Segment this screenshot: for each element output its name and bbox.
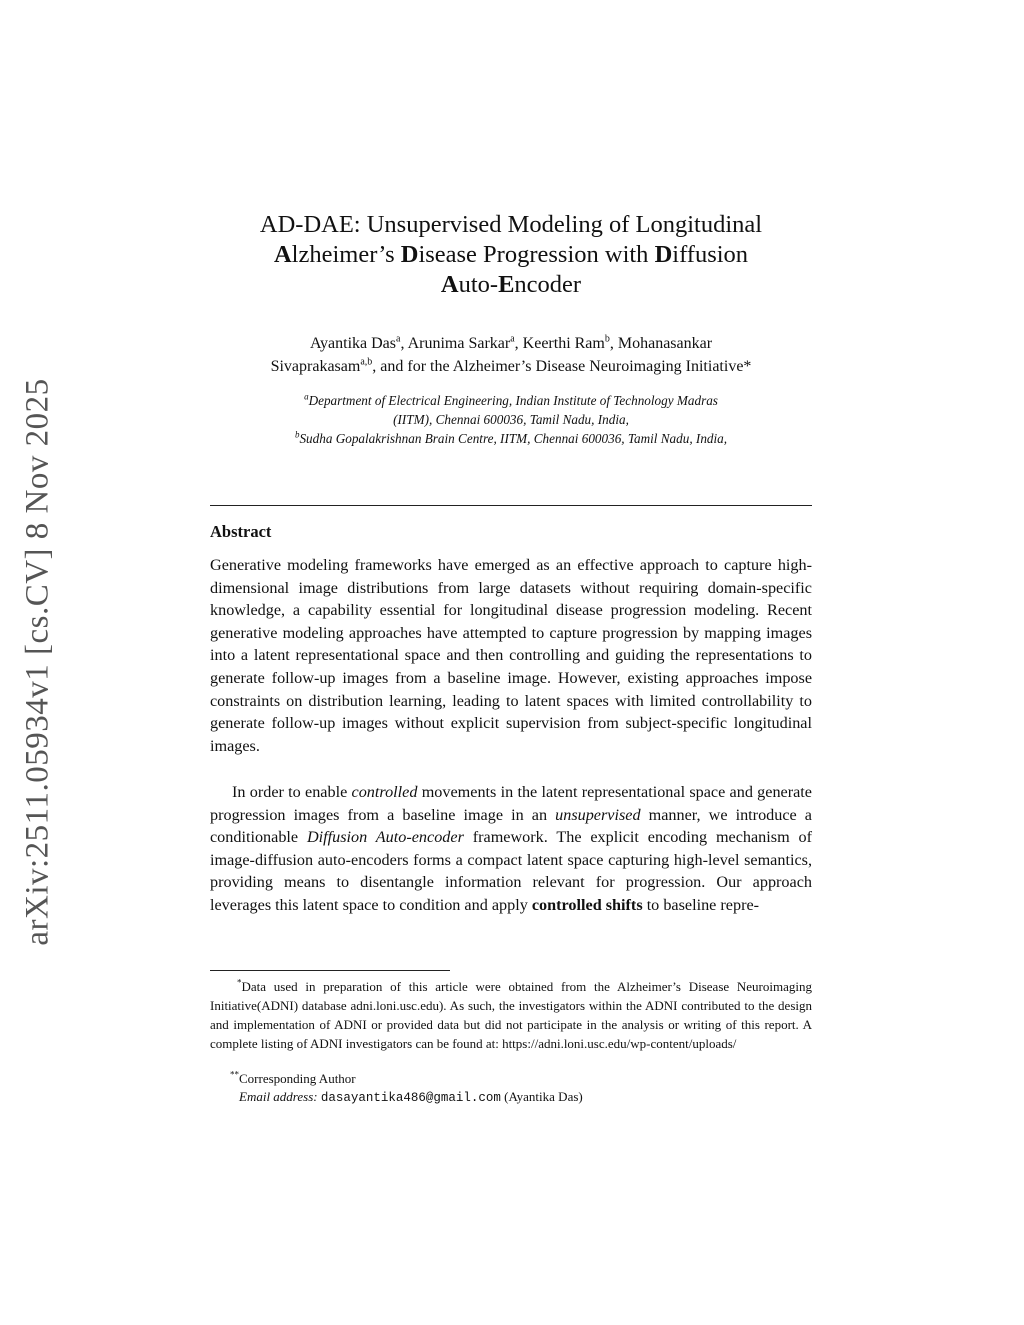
affiliation-mark: b — [604, 333, 610, 345]
affiliation-a-cont: (IITM), Chennai 600036, Tamil Nadu, India, — [393, 412, 629, 427]
title-acronym-d2: D — [654, 241, 673, 268]
email-owner: (Ayantika Das) — [500, 1089, 583, 1104]
title-text: isease Progression with — [418, 241, 655, 268]
emphasis-controlled: controlled — [351, 783, 418, 801]
footnote-mark: * — [237, 977, 242, 988]
footnote-text: Corresponding Author — [239, 1071, 356, 1086]
footnote-adni — [210, 977, 812, 1053]
abstract-text: movements in the latent representational space and generate progression images from a baseline image in an — [210, 783, 812, 824]
affiliation-mark: b — [294, 429, 300, 440]
author-name: , Mohanasankar — [609, 335, 713, 352]
author-list — [210, 332, 812, 378]
title-acronym-d: D — [400, 241, 419, 268]
abstract-text: framework. The explicit encoding mechanism of image-diffusion auto-encoders forms a compact latent space capturing high-level semantics, providing means to disentangle information relevant for progression. Our approach leverages this latent space to condition and apply — [210, 828, 812, 914]
consortium-credit: , and for the Alzheimer’s Disease Neuroimaging Initiative* — [372, 358, 752, 375]
affiliation-a: Department of Electrical Engineering, Indian Institute of Technology Madras — [308, 393, 718, 408]
email-label: Email address: — [239, 1089, 318, 1104]
emphasis-diffusion-autoencoder: Diffusion Auto-encoder — [306, 828, 464, 847]
abstract-paragraph-1: Generative modeling frameworks have emerged as an effective approach to capture high-dimensional image distributions from large datasets without requiring domain-specific knowledge, a capability essential for longitudinal disease progression modeling. Recent generative modeling approaches have attempted to capture progression by mapping images into a latent representational space and then controlling and guiding the representations to generate follow-up images from a baseline image. However, existing approaches impose constraints on distribution learning, leading to latent spaces with limited controllability to generate follow-up images without explicit supervision from subject-specific longitudinal images. — [210, 556, 812, 755]
emphasis-unsupervised: unsupervised — [555, 805, 641, 824]
abstract-text: to baseline repre- — [642, 895, 760, 914]
affiliation-mark: a,b — [360, 356, 373, 368]
abstract-divider — [210, 505, 812, 506]
title-line-1: AD-DAE: Unsupervised Modeling of Longitudinal — [259, 211, 763, 238]
author-name: Sivaprakasam — [270, 358, 361, 375]
affiliation-mark: a — [304, 391, 309, 402]
footnote-text: Data used in preparation of this article were obtained from the Alzheimer’s Disease Neuroimaging Initiative(ADNI) database adni.loni.usc.edu). As such, the investigators within the ADNI contributed to the design and implementation of ADNI or provided data but did not participate in the analysis or writing of this report. A complete listing of ADNI investigators can be found at: https://adni.loni.usc.edu/wp-content/uploads/ — [210, 979, 812, 1051]
email-address[interactable]: dasayantika486@gmail.com — [320, 1091, 501, 1105]
author-name: , Keerthi Ram — [514, 335, 605, 352]
title-text: iffusion — [672, 241, 749, 268]
affiliation-mark: a — [510, 333, 515, 345]
paper-title — [210, 210, 812, 300]
emphasis-controlled-shifts: controlled shifts — [531, 895, 643, 914]
footnote-corresponding — [210, 1069, 812, 1088]
title-acronym-a2: A — [440, 271, 459, 298]
abstract-heading: Abstract — [210, 522, 272, 541]
author-name: Ayantika Das — [309, 335, 396, 352]
abstract-text: In order to enable — [232, 783, 352, 801]
footnote-email — [239, 1087, 583, 1108]
title-text: uto- — [458, 271, 499, 298]
author-name: , Arunima Sarkar — [400, 335, 511, 352]
affiliation-list — [210, 391, 812, 448]
affiliation-mark: a — [396, 333, 401, 345]
affiliation-b: Sudha Gopalakrishnan Brain Centre, IITM, Chennai 600036, Tamil Nadu, India, — [299, 431, 728, 446]
footnote-mark: ** — [230, 1069, 239, 1080]
title-text: ncoder — [514, 271, 582, 298]
footnote-divider — [210, 970, 450, 971]
arxiv-identifier: arXiv:2511.05934v1 [cs.CV] 8 Nov 2025 — [19, 378, 56, 946]
title-acronym-e: E — [498, 271, 515, 298]
title-acronym-a: A — [273, 241, 292, 268]
title-text: lzheimer’s — [291, 241, 401, 268]
abstract-paragraph-2 — [210, 781, 812, 917]
abstract-text: manner, we introduce a conditionable — [210, 805, 812, 847]
